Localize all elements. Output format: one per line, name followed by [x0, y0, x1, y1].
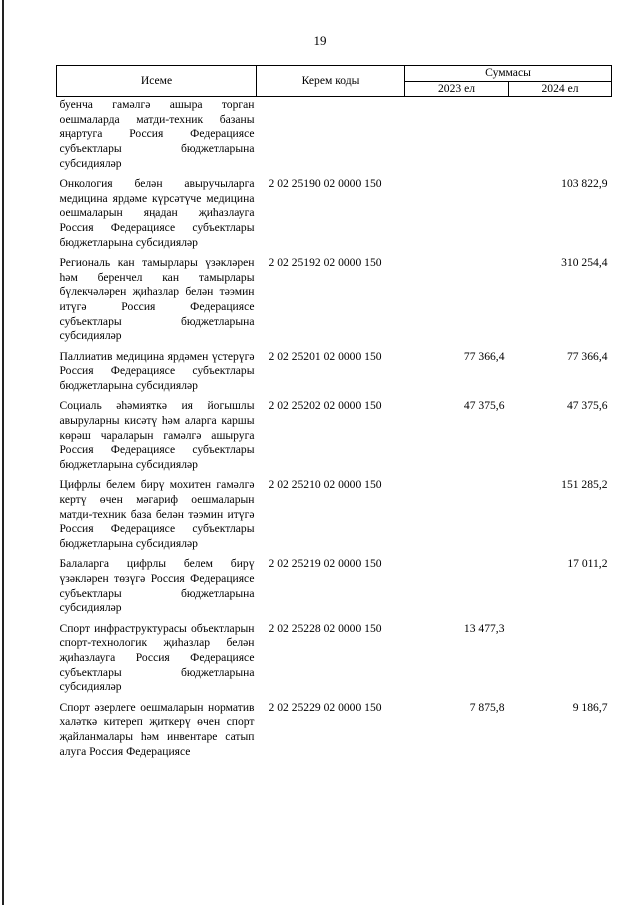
table-row: [57, 622, 612, 701]
row-code: 2 02 25229 02 0000 150: [268, 700, 382, 714]
table-row: [57, 256, 612, 350]
row-amount-2024: 310 254,4: [561, 256, 608, 270]
row-code: 2 02 25202 02 0000 150: [268, 399, 382, 413]
table-row: [57, 350, 612, 400]
budget-table: [56, 65, 612, 765]
row-name: Цифрлы белем бирү мохитен гамәлгә кертү өчен мәгариф оешмаларын матди-техник база белән тәэмин итүгә Россия Федерациясе субъектлары бюджетларына субсидияләр: [59, 478, 255, 550]
header-year-2024: 2024 ел: [509, 81, 612, 97]
row-amount-2023: [405, 177, 509, 256]
row-code: 2 02 25201 02 0000 150: [268, 349, 382, 363]
row-amount-2024: 9 186,7: [572, 700, 608, 714]
row-amount-2024: 103 822,9: [561, 177, 608, 191]
row-code: 2 02 25190 02 0000 150: [268, 177, 382, 191]
row-name: Паллиатив медицина ярдәмен үстерүгә Россия Федерациясе субъектлары бюджетларына субсидияләр: [59, 349, 255, 392]
row-amount-2023: 47 375,6: [463, 399, 505, 413]
table-body: [57, 97, 612, 765]
row-name: буенча гамәлгә ашыра торган оешмаларда матди-техник базаны яңартуга Россия Федерациясе субъектлары бюджетларына субсидияләр: [59, 98, 255, 170]
row-code: 2 02 25228 02 0000 150: [268, 621, 382, 635]
row-name: Спорт әзерлеге оешмаларын норматив халәткә китереп җиткерү өчен спорт җайланмалары һәм инвентаре сатып алуга Россия Федерациясе: [59, 700, 255, 758]
page-edge-line: [2, 0, 4, 905]
row-amount-2024: [509, 622, 612, 701]
row-amount-2023: 13 477,3: [463, 621, 505, 635]
header-code: Керем коды: [257, 66, 405, 97]
row-name: Спорт инфраструктурасы объектларын спорт-технологик җиһазлар белән җиһазлауга Россия Федерациясе субъектлары бюджетларына субсидияләр: [59, 621, 255, 694]
row-amount-2023: [405, 97, 509, 177]
table-row: [57, 399, 612, 478]
row-name: Социаль әһәмияткә ия йогышлы авыруларны кисәтү һәм аларга каршы көрәш чараларын гамәлгә ашыруга Россия Федерациясе субъектлары бюджетларына субсидияләр: [59, 399, 255, 471]
table-row: [57, 177, 612, 256]
row-amount-2023: 77 366,4: [463, 349, 505, 363]
table-row: [57, 701, 612, 765]
row-code: [257, 97, 405, 177]
row-code: 2 02 25219 02 0000 150: [268, 557, 382, 571]
row-code: 2 02 25192 02 0000 150: [268, 256, 382, 270]
row-amount-2024: 151 285,2: [561, 478, 608, 492]
row-amount-2024: 17 011,2: [567, 557, 608, 571]
row-amount-2023: [405, 478, 509, 557]
row-name: Региональ кан тамырлары үзәкләрен һәм беренчел кан тамырлары бүлекчәләрен җиһазлар белән тәэмин итүгә Россия Федерациясе субъектлары бюджетларына субсидияләр: [59, 256, 255, 343]
header-name: Исеме: [57, 66, 257, 97]
row-amount-2024: 47 375,6: [566, 399, 608, 413]
row-amount-2024: [509, 97, 612, 177]
row-amount-2023: [405, 256, 509, 350]
header-year-2023: 2023 ел: [405, 81, 509, 97]
row-name: Онкология белән авыручыларга медицина ярдәме күрсәтүче медицина оешмаларын яңадан җиһазлауга Россия Федерациясе субъектлары бюджетларына субсидияләр: [59, 177, 255, 249]
header-sums: Суммасы: [405, 66, 612, 82]
row-amount-2023: 7 875,8: [469, 700, 505, 714]
row-amount-2024: 77 366,4: [566, 349, 608, 363]
table-row: [57, 97, 612, 177]
table-header: [57, 66, 612, 97]
page-number: 19: [313, 33, 327, 48]
row-code: 2 02 25210 02 0000 150: [268, 478, 382, 492]
row-name: Балаларга цифрлы белем бирү үзәкләрен төзүгә Россия Федерациясе субъектлары бюджетларына субсидияләр: [59, 557, 255, 615]
row-amount-2023: [405, 557, 509, 621]
table-row: [57, 557, 612, 621]
table-row: [57, 478, 612, 557]
